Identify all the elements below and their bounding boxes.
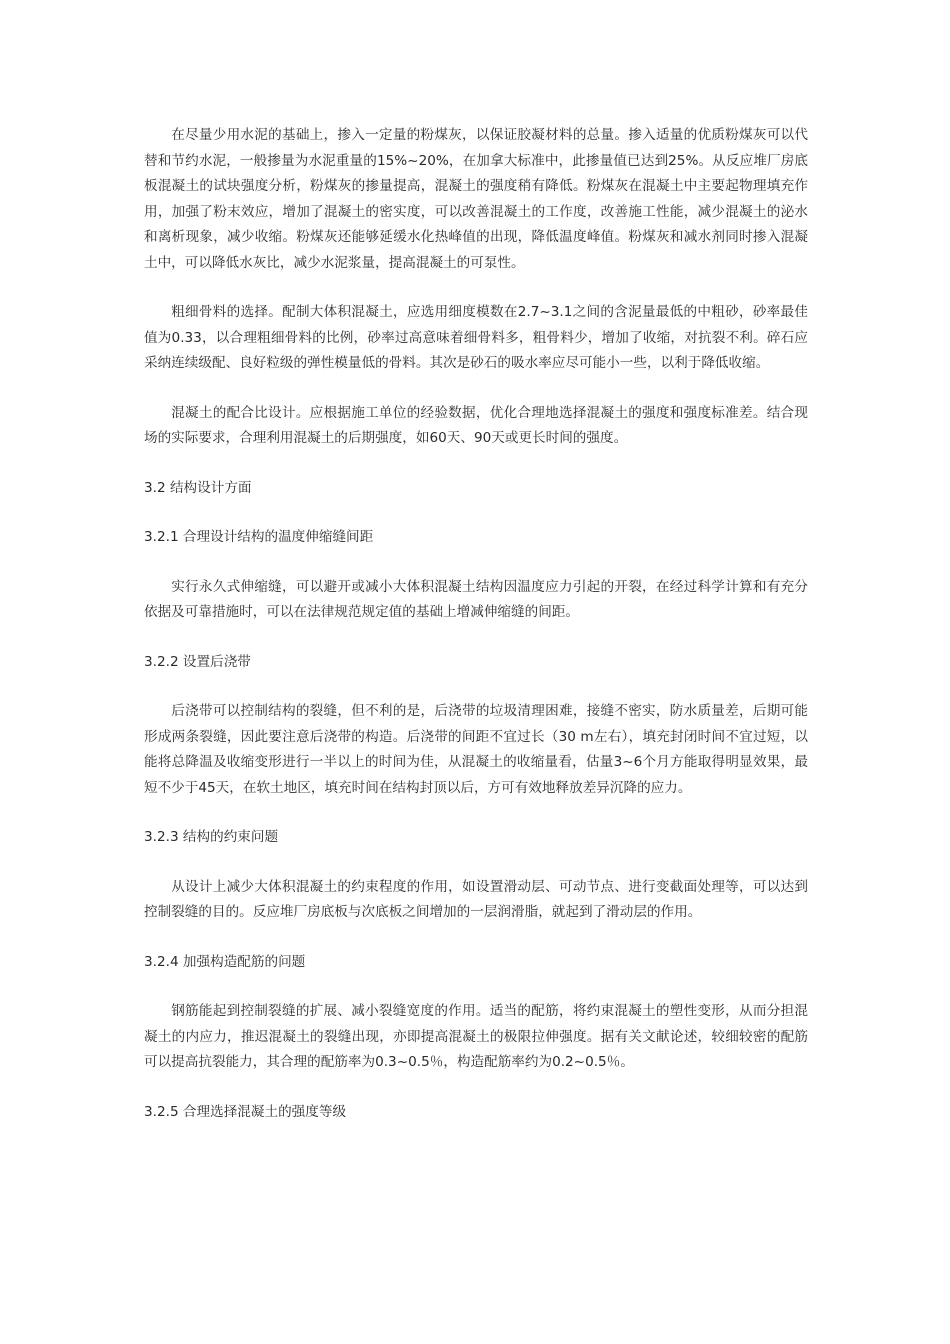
paragraph-restraint: 从设计上减少大体积混凝土的约束程度的作用，如设置滑动层、可动节点、进行变截面处理等，可以达到控制裂缝的目的。反应堆厂房底板与次底板之间增加的一层润滑脂，就起到了滑动层的作用。 [144,878,808,920]
paragraph-expansion-joints: 实行永久式伸缩缝，可以避开或减小大体积混凝土结构因温度应力引起的开裂，在经过科学计算和有充分依据及可靠措施时，可以在法律规范规定值的基础上增减伸缩缝的间距。 [144,578,808,620]
section-heading-3-2-3: 3.2.3 结构的约束问题 [144,829,279,845]
section-heading-3-2-4: 3.2.4 加强构造配筋的问题 [144,953,306,970]
section-heading-3-2-2: 3.2.2 设置后浇带 [144,653,251,670]
section-heading-3-2-5: 3.2.5 合理选择混凝土的强度等级 [144,1103,347,1120]
paragraph-aggregate-selection: 粗细骨料的选择。配制大体积混凝土，应选用细度模数在2.7~3.1之间的含泥量最低的中粗砂，砂率最佳值为0.33，以合理粗细骨料的比例，砂率过高意味着细骨料多，粗骨料少，增加了收缩，对抗裂不利。碎石应采纳连续级配、良好粒级的弹性模量低的骨料。其次是砂石的吸水率应尽可能小一些，以利于降低收缩。 [144,304,808,371]
paragraph-mix-design: 混凝土的配合比设计。应根据施工单位的经验数据，优化合理地选择混凝土的强度和强度标准差。结合现场的实际要求，合理利用混凝土的后期强度，如60天、90天或更长时间的强度。 [144,404,808,446]
paragraph-post-pour-strip: 后浇带可以控制结构的裂缝，但不利的是，后浇带的垃圾清理困难，接缝不密实，防水质量差，后期可能形成两条裂缝，因此要注意后浇带的构造。后浇带的间距不宜过长（30 m左右），填充封闭时间不宜过短，以能将总降温及收缩变形进行一半以上的时间为佳，从混凝土的收缩量看，估量3~6个月方能取得明显效果，最短不少于45天，在软土地区，填充时间在结构封顶以后，方可有效地释放差异沉降的应力。 [144,703,808,796]
section-heading-3-2: 3.2 结构设计方面 [144,479,252,496]
paragraph-fly-ash: 在尽量少用水泥的基础上，掺入一定量的粉煤灰，以保证胶凝材料的总量。掺入适量的优质粉煤灰可以代替和节约水泥，一般掺量为水泥重量的15%~20%，在加拿大标准中，此掺量值已达到25%。从反应堆厂房底板混凝土的试块强度分析，粉煤灰的掺量提高，混凝土的强度稍有降低。粉煤灰在混凝土中主要起物理填充作用，加强了粉末效应，增加了混凝土的密实度，可以改善混凝土的工作度，改善施工性能，减少混凝土的泌水和离析现象，减少收缩。粉煤灰还能够延缓水化热峰值的出现，降低温度峰值。粉煤灰和减水剂同时掺入混凝土中，可以降低水灰比，减少水泥浆量，提高混凝土的可泵性。 [144,127,808,271]
document-body [144,123,808,1149]
section-heading-3-2-1: 3.2.1 合理设计结构的温度伸缩缝间距 [144,529,374,545]
paragraph-reinforcement: 钢筋能起到控制裂缝的扩展、减小裂缝宽度的作用。适当的配筋，将约束混凝土的塑性变形，从而分担混凝土的内应力，推迟混凝土的裂缝出现，亦即提高混凝土的极限拉伸强度。据有关文献论述，较细较密的配筋可以提高抗裂能力，其合理的配筋率为0.3~0.5％，构造配筋率约为0.2~0.5％。 [144,1003,808,1070]
